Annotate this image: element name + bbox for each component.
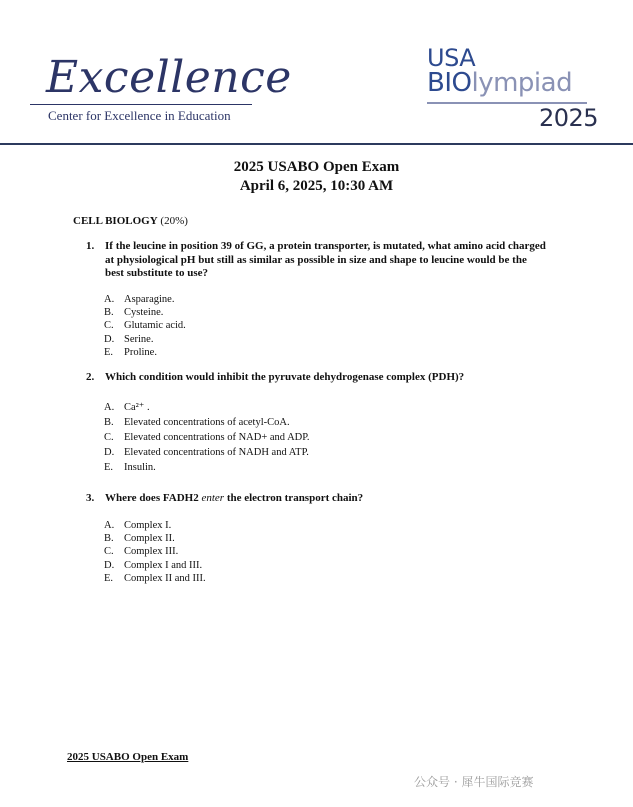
question-text-end: the electron transport chain?	[224, 492, 364, 504]
lympiad-text: lympiad	[471, 68, 573, 98]
option-text: Elevated concentrations of acetyl-CoA.	[124, 417, 290, 428]
option-letter: B.	[104, 417, 114, 428]
cee-logo-script: Excellence	[46, 52, 292, 103]
watermark: 公众号 · 犀牛国际竞赛	[414, 775, 534, 789]
option-letter: A.	[104, 294, 115, 305]
option-text: Asparagine.	[124, 294, 175, 305]
option-d	[104, 445, 310, 460]
option-letter: A.	[104, 520, 115, 531]
option-letter: C.	[104, 320, 114, 332]
option-letter: B.	[104, 533, 114, 545]
section-weight: (20%)	[160, 215, 188, 227]
option-b	[104, 532, 206, 545]
option-text: Proline.	[124, 346, 157, 358]
option-b	[104, 415, 310, 430]
question-text: Which condition would inhibit the pyruvate dehydrogenase complex (PDH)?	[105, 371, 465, 383]
option-text: Complex III.	[124, 546, 179, 558]
option-letter: E.	[104, 572, 114, 584]
question-number: 3.	[86, 492, 95, 504]
option-d	[104, 333, 186, 346]
question-text	[105, 492, 546, 506]
option-text: Complex II and III.	[124, 572, 206, 584]
usa-biolympiad-logo	[427, 44, 607, 134]
option-a	[104, 293, 186, 306]
option-text: Complex I.	[124, 520, 172, 531]
cee-logo	[28, 52, 292, 132]
option-a	[104, 519, 206, 532]
bio-text: BIO	[427, 68, 472, 98]
question-3	[86, 492, 546, 506]
option-text: Elevated concentrations of NAD+ and ADP.	[124, 432, 310, 443]
question-1	[86, 240, 546, 281]
option-letter: C.	[104, 432, 114, 443]
page-footer: 2025 USABO Open Exam	[67, 751, 189, 763]
option-letter: B.	[104, 307, 114, 319]
question-1-options	[104, 293, 186, 359]
usa-text: USA	[427, 44, 476, 72]
exam-date: April 6, 2025, 10:30 AM	[239, 178, 394, 194]
question-2	[86, 371, 546, 385]
header-divider	[0, 143, 633, 145]
exam-title: 2025 USABO Open Exam	[233, 159, 400, 175]
option-a	[104, 400, 310, 415]
option-c	[104, 319, 186, 332]
option-letter: D.	[104, 447, 115, 458]
question-number: 1.	[86, 240, 95, 252]
option-letter: D.	[104, 559, 115, 571]
question-text-emphasis: enter	[201, 492, 225, 504]
option-text: Ca²⁺ .	[124, 402, 150, 413]
logo-year: 2025	[539, 104, 599, 132]
option-text: Elevated concentrations of NADH and ATP.	[124, 447, 309, 458]
biolympiad-text	[427, 68, 572, 98]
option-e	[104, 572, 206, 585]
option-b	[104, 306, 186, 319]
option-letter: C.	[104, 546, 114, 558]
option-text: Glutamic acid.	[124, 320, 186, 332]
option-text: Complex I and III.	[124, 559, 203, 571]
option-e	[104, 346, 186, 359]
option-c	[104, 430, 310, 445]
question-text-start: Where does FADH2	[105, 492, 202, 504]
option-letter: E.	[104, 462, 114, 473]
option-text: Cysteine.	[124, 307, 164, 319]
option-d	[104, 559, 206, 572]
cee-logo-subtitle: Center for Excellence in Education	[48, 108, 231, 123]
option-e	[104, 460, 310, 475]
cee-logo-rule	[30, 104, 252, 105]
question-number: 2.	[86, 371, 95, 383]
question-text: If the leucine in position 39 of GG, a protein transporter, is mutated, what amino acid charged at physiological pH but still as similar as possible in size and shape to leucine would be the best substitute to use?	[105, 240, 546, 279]
question-3-options	[104, 519, 206, 585]
option-text: Insulin.	[124, 462, 156, 473]
option-text: Complex II.	[124, 533, 175, 545]
option-letter: D.	[104, 333, 115, 345]
section-name: CELL BIOLOGY	[73, 215, 158, 227]
section-heading	[73, 215, 188, 227]
option-letter: E.	[104, 346, 114, 358]
option-letter: A.	[104, 402, 115, 413]
question-2-options	[104, 400, 310, 475]
option-text: Serine.	[124, 333, 154, 345]
option-c	[104, 545, 206, 558]
